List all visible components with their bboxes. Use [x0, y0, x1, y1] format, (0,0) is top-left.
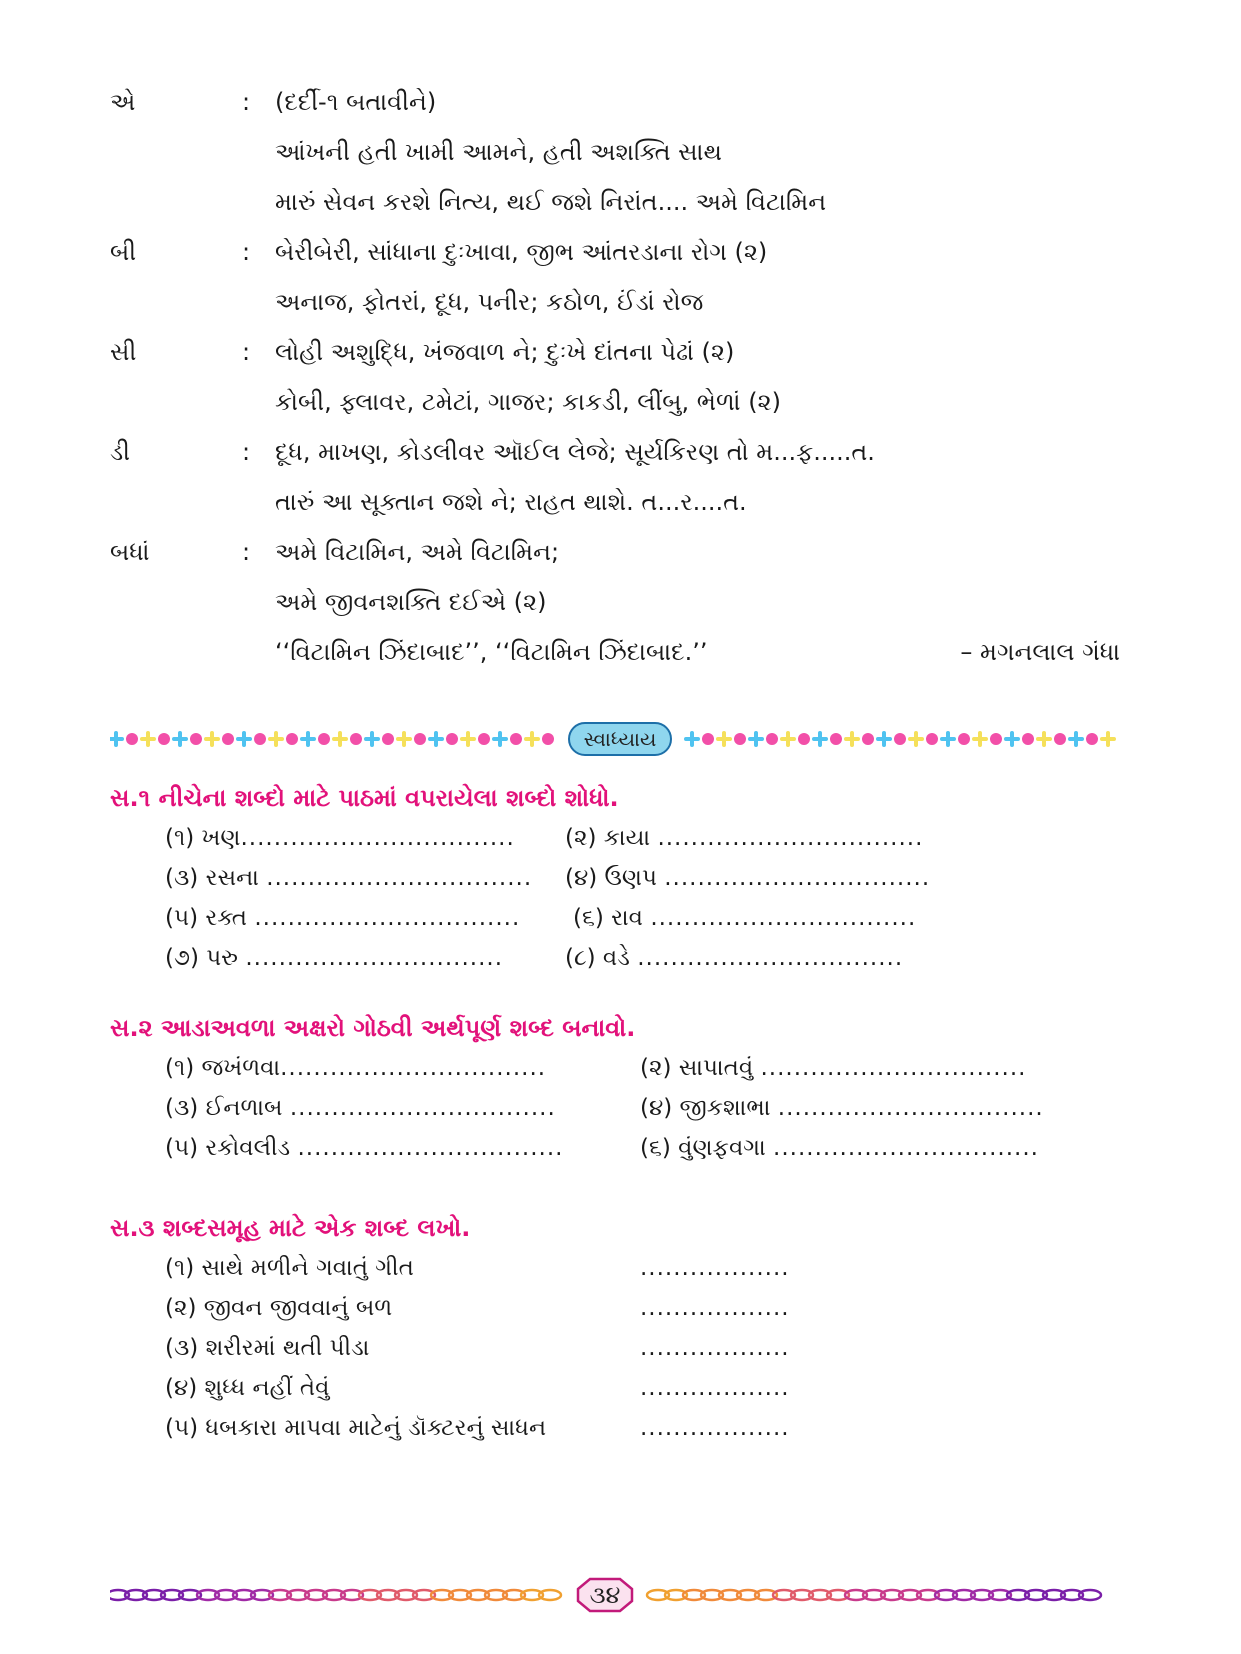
item-number: (૮) [565, 945, 596, 971]
answer-blank[interactable]: ................................ [664, 865, 931, 891]
q2-item [640, 1130, 1039, 1166]
poem-line: અનાજ, ફોતરાં, દૂધ, પનીર; કઠોળ, ઈંડાં રોજ [275, 288, 704, 316]
answer-blank[interactable]: ................................ [773, 1135, 1039, 1161]
poem-line: (દર્દી-૧ બતાવીને) [275, 88, 437, 116]
answer-blank[interactable]: ................................ [760, 1055, 1027, 1081]
item-word: જખંળવા [201, 1055, 281, 1081]
item-word: રસના [205, 865, 259, 891]
q1-item [165, 900, 520, 936]
q1-item [565, 940, 903, 976]
dialogue-line [110, 282, 1120, 322]
author-credit: – મગનલાલ ગંધા [960, 638, 1120, 666]
item-word: સાપાતવું [678, 1055, 754, 1081]
dialogue-line [110, 182, 1120, 222]
q3-item [165, 1290, 392, 1326]
poem-line: અમે વિટામિન, અમે વિટામિન; [275, 538, 560, 566]
poem-line: મારું સેવન કરશે નિત્ય, થઈ જશે નિરાંત.... અમે વિટામિન [275, 188, 827, 216]
q3-item [165, 1410, 546, 1446]
answer-blank[interactable]: ................................ [266, 865, 533, 891]
section-badge: સ્વાધ્યાય [568, 722, 672, 756]
speaker-label: ડી [110, 438, 131, 466]
answer-blank[interactable]: ................................ [650, 905, 917, 931]
dialogue-line [110, 482, 1120, 522]
item-number: (૩) [165, 1095, 199, 1121]
poem-line: તારું આ સૂક્તાન જશે ને; રાહત થાશે. ત...ર....ત. [275, 488, 747, 516]
answer-blank[interactable]: ............................... [245, 945, 504, 971]
item-number: (૧) [165, 825, 195, 851]
item-number: (૬) [573, 905, 604, 931]
speaker-colon: : [242, 538, 251, 566]
item-phrase: ધબકારા માપવા માટેનું ડૉક્ટરનું સાધન [205, 1415, 547, 1441]
item-word: રક્ત [205, 905, 248, 931]
question-3-heading: સ.૩ શબ્દસમૂહ માટે એક શબ્દ લખો. [110, 1214, 471, 1242]
item-number: (૨) [165, 1295, 197, 1321]
q3-item [165, 1330, 369, 1366]
answer-blank[interactable]: ................................. [240, 825, 515, 851]
item-word: જીકશાભા [679, 1095, 771, 1121]
poem-line: દૂધ, માખણ, કોડલીવર ઑઈલ લેજે; સૂર્યકિરણ તો મ...ફ.....ત. [275, 438, 875, 466]
dialogue-line [110, 632, 1120, 672]
answer-blank[interactable]: ................................ [280, 1055, 547, 1081]
q1-item [165, 860, 532, 896]
answer-blank[interactable]: ................................ [297, 1135, 564, 1161]
q3-item [165, 1250, 414, 1286]
item-word: ખણ [201, 825, 241, 851]
item-number: (૬) [640, 1135, 671, 1161]
q2-item [640, 1050, 1026, 1086]
q2-item [165, 1050, 546, 1086]
page-number: ૩૪ [589, 1581, 621, 1609]
item-number: (૪) [165, 1375, 198, 1401]
dialogue-line [110, 582, 1120, 622]
q1-item [573, 900, 916, 936]
dialogue-line [110, 232, 1120, 272]
dialogue-line [110, 382, 1120, 422]
question-1-heading: સ.૧ નીચેના શબ્દો માટે પાઠમાં વપરાયેલા શબ્દો શોધો. [110, 784, 619, 812]
item-word: વડે [602, 945, 630, 971]
item-number: (૧) [165, 1255, 195, 1281]
item-word: પરુ [206, 945, 239, 971]
section-divider [110, 722, 1120, 758]
item-word: ઈનળાબ [205, 1095, 283, 1121]
answer-blank[interactable]: .................. [640, 1255, 790, 1281]
dialogue-line [110, 532, 1120, 572]
q2-item [640, 1090, 1044, 1126]
item-number: (૧) [165, 1055, 195, 1081]
item-number: (૩) [165, 865, 199, 891]
dialogue-line [110, 132, 1120, 172]
speaker-label: એ [110, 88, 136, 116]
item-number: (૩) [165, 1335, 199, 1361]
item-number: (૫) [165, 1415, 199, 1441]
poem-line: અમે જીવનશક્તિ દઈએ (૨) [275, 588, 547, 616]
dialogue-line [110, 432, 1120, 472]
item-phrase: સાથે મળીને ગવાતું ગીત [201, 1255, 414, 1281]
speaker-label: બી [110, 238, 137, 266]
q2-item [165, 1130, 563, 1166]
q2-item [165, 1090, 556, 1126]
dialogue-line [110, 332, 1120, 372]
dialogue-line [110, 82, 1120, 122]
q1-item [165, 820, 515, 856]
item-number: (૪) [565, 865, 598, 891]
speaker-colon: : [242, 338, 251, 366]
speaker-label: બધાં [110, 538, 150, 566]
page-footer [110, 1575, 1120, 1615]
speaker-colon: : [242, 238, 251, 266]
answer-blank[interactable]: ................................ [777, 1095, 1044, 1121]
q1-item [565, 860, 930, 896]
speaker-colon: : [242, 88, 251, 116]
item-phrase: શુધ્ધ નહીં તેવું [204, 1375, 330, 1401]
q3-item [165, 1370, 329, 1406]
answer-blank[interactable]: .................. [640, 1295, 790, 1321]
q1-item [565, 820, 923, 856]
item-number: (૪) [640, 1095, 673, 1121]
item-number: (૨) [640, 1055, 672, 1081]
item-phrase: જીવન જીવવાનું બળ [203, 1295, 393, 1321]
answer-blank[interactable]: ................................ [637, 945, 904, 971]
question-2-heading: સ.૨ આડાઅવળા અક્ષરો ગોઠવી અર્થપૂર્ણ શબ્દ બનાવો. [110, 1014, 636, 1042]
answer-blank[interactable]: .................. [640, 1415, 790, 1441]
answer-blank[interactable]: .................. [640, 1375, 790, 1401]
item-number: (૫) [165, 905, 199, 931]
answer-blank[interactable]: .................. [640, 1335, 790, 1361]
speaker-label: સી [110, 338, 137, 366]
answer-blank[interactable]: ................................ [289, 1095, 556, 1121]
poem-line: બેરીબેરી, સાંધાના દુઃખાવા, જીભ આંતરડાના રોગ (૨) [275, 238, 768, 266]
q1-item [165, 940, 503, 976]
item-number: (૫) [165, 1135, 199, 1161]
answer-blank[interactable]: ................................ [657, 825, 924, 851]
poem-line: ‘‘વિટામિન ઝિંદાબાદ’’, ‘‘વિટામિન ઝિંદાબાદ.’’ [275, 638, 708, 666]
item-word: રકોવલીડ [205, 1135, 291, 1161]
item-word: ઉણપ [604, 865, 657, 891]
item-number: (૨) [565, 825, 597, 851]
item-word: કાયા [603, 825, 651, 851]
answer-blank[interactable]: ................................ [254, 905, 521, 931]
item-number: (૭) [165, 945, 199, 971]
poem-line: આંખની હતી ખામી આમને, હતી અશક્તિ સાથ [275, 138, 722, 166]
poem-line: લોહી અશુદ્ધિ, ખંજવાળ ને; દુઃખે દાંતના પેઢાં (૨) [275, 338, 735, 366]
item-word: વુંણફવગા [678, 1135, 766, 1161]
item-word: રાવ [611, 905, 643, 931]
poem-line: કોબી, ફ્લાવર, ટમેટાં, ગાજર; કાકડી, લીંબુ, ભેળાં (૨) [275, 388, 782, 416]
item-phrase: શરીરમાં થતી પીડા [205, 1335, 370, 1361]
speaker-colon: : [242, 438, 251, 466]
